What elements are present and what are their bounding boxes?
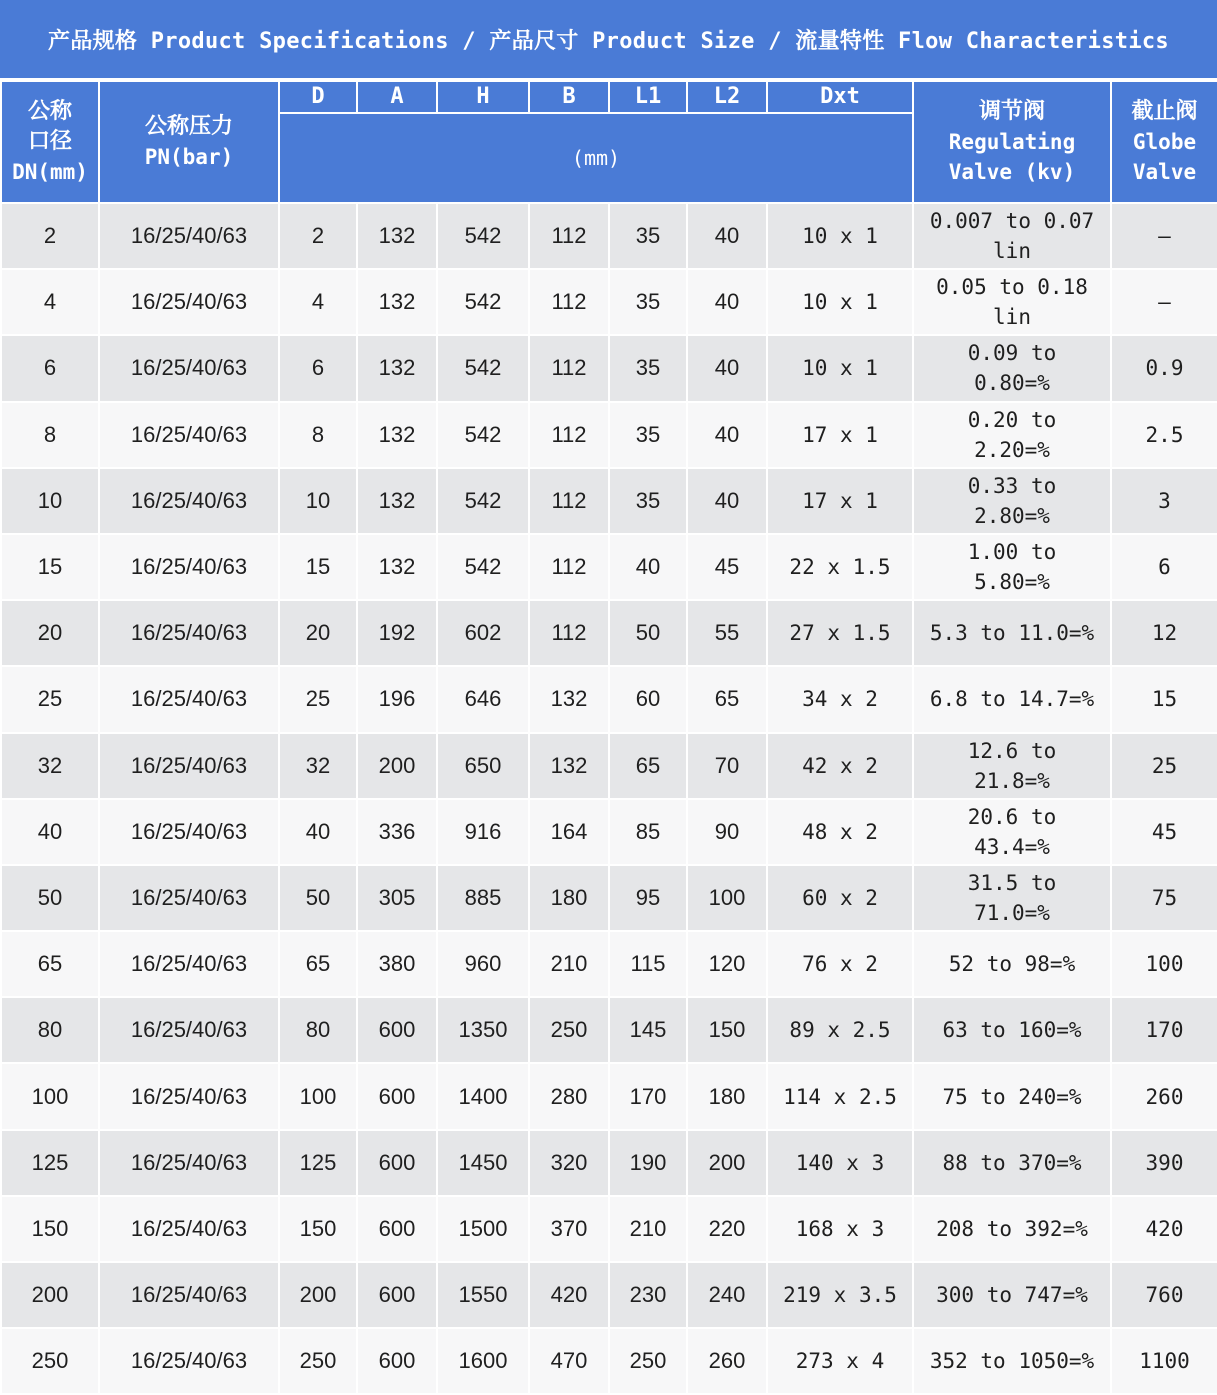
cell-dn: 10 [1, 468, 99, 534]
cell-globe: 6 [1111, 534, 1217, 600]
cell-kv-line: 5.80=% [974, 570, 1050, 595]
header-units: (mm) [279, 113, 913, 203]
cell-b: 112 [529, 402, 609, 468]
cell-h: 1450 [437, 1130, 529, 1196]
cell-globe: 45 [1111, 799, 1217, 865]
cell-dn: 150 [1, 1196, 99, 1262]
cell-kv [913, 799, 1111, 865]
cell-d: 4 [279, 269, 357, 335]
cell-l1: 250 [609, 1328, 687, 1394]
cell-pn: 16/25/40/63 [99, 799, 279, 865]
table-row [1, 468, 1217, 534]
cell-pn: 16/25/40/63 [99, 534, 279, 600]
cell-l1: 35 [609, 468, 687, 534]
cell-d: 2 [279, 203, 357, 269]
cell-a: 600 [357, 1130, 437, 1196]
cell-pn: 16/25/40/63 [99, 269, 279, 335]
cell-globe: – [1111, 269, 1217, 335]
page-title: 产品规格 Product Specifications / 产品尺寸 Product Size / 流量特性 Flow Characteristics [0, 0, 1217, 78]
header-globe-en1: Globe [1132, 130, 1197, 154]
cell-kv [913, 997, 1111, 1063]
cell-d: 25 [279, 666, 357, 732]
cell-kv [913, 1262, 1111, 1328]
cell-d: 150 [279, 1196, 357, 1262]
table-row [1, 335, 1217, 401]
cell-pn: 16/25/40/63 [99, 1130, 279, 1196]
header-globe-en2: Valve [1132, 160, 1197, 184]
cell-a: 132 [357, 534, 437, 600]
cell-kv-line: 0.007 to 0.07 [929, 209, 1095, 234]
cell-l2: 220 [687, 1196, 767, 1262]
cell-a: 600 [357, 1262, 437, 1328]
cell-l2: 40 [687, 335, 767, 401]
cell-dn: 40 [1, 799, 99, 865]
cell-a: 132 [357, 402, 437, 468]
cell-kv-line: 43.4=% [974, 834, 1050, 859]
cell-b: 250 [529, 997, 609, 1063]
cell-d: 250 [279, 1328, 357, 1394]
cell-h: 542 [437, 402, 529, 468]
cell-globe: 75 [1111, 865, 1217, 931]
cell-globe: 1100 [1111, 1328, 1217, 1394]
cell-l2: 240 [687, 1262, 767, 1328]
cell-pn: 16/25/40/63 [99, 402, 279, 468]
cell-d: 32 [279, 733, 357, 799]
table-row [1, 733, 1217, 799]
cell-l2: 180 [687, 1063, 767, 1129]
cell-l1: 65 [609, 733, 687, 799]
cell-l2: 150 [687, 997, 767, 1063]
cell-dn: 6 [1, 335, 99, 401]
cell-h: 646 [437, 666, 529, 732]
cell-h: 542 [437, 468, 529, 534]
cell-dxt: 10 x 1 [767, 335, 913, 401]
cell-dxt: 273 x 4 [767, 1328, 913, 1394]
cell-l1: 35 [609, 269, 687, 335]
cell-l2: 45 [687, 534, 767, 600]
cell-dxt: 42 x 2 [767, 733, 913, 799]
header-regulating [913, 81, 1111, 203]
cell-h: 542 [437, 534, 529, 600]
cell-l1: 40 [609, 534, 687, 600]
cell-kv-line: 0.80=% [974, 371, 1050, 396]
cell-kv-line: 71.0=% [974, 900, 1050, 925]
cell-h: 1600 [437, 1328, 529, 1394]
cell-dxt: 10 x 1 [767, 203, 913, 269]
cell-a: 600 [357, 1063, 437, 1129]
cell-kv-line: 0.05 to 0.18 [936, 275, 1088, 300]
cell-dn: 80 [1, 997, 99, 1063]
cell-pn: 16/25/40/63 [99, 931, 279, 997]
cell-l2: 260 [687, 1328, 767, 1394]
cell-kv-line: 0.09 to [967, 341, 1057, 366]
cell-h: 960 [437, 931, 529, 997]
cell-l1: 60 [609, 666, 687, 732]
cell-l2: 90 [687, 799, 767, 865]
table-row [1, 534, 1217, 600]
header-pn-cn: 公称压力 [144, 114, 233, 139]
header-l1: L1 [609, 81, 687, 113]
cell-h: 1400 [437, 1063, 529, 1129]
cell-kv-line: 2.80=% [974, 503, 1050, 528]
cell-d: 65 [279, 931, 357, 997]
cell-l2: 40 [687, 203, 767, 269]
cell-b: 112 [529, 269, 609, 335]
spec-table [0, 80, 1217, 1395]
cell-globe: 12 [1111, 600, 1217, 666]
cell-h: 542 [437, 203, 529, 269]
cell-l2: 65 [687, 666, 767, 732]
cell-dn: 50 [1, 865, 99, 931]
cell-globe: 15 [1111, 666, 1217, 732]
cell-a: 196 [357, 666, 437, 732]
header-dn-en: DN(mm) [12, 160, 88, 184]
cell-kv [913, 1130, 1111, 1196]
table-row [1, 600, 1217, 666]
cell-b: 132 [529, 733, 609, 799]
cell-pn: 16/25/40/63 [99, 865, 279, 931]
cell-pn: 16/25/40/63 [99, 666, 279, 732]
table-row [1, 666, 1217, 732]
cell-l1: 95 [609, 865, 687, 931]
spec-table-body [1, 203, 1217, 1394]
cell-dn: 8 [1, 402, 99, 468]
cell-globe: 0.9 [1111, 335, 1217, 401]
cell-a: 600 [357, 1196, 437, 1262]
cell-dn: 4 [1, 269, 99, 335]
cell-globe: 25 [1111, 733, 1217, 799]
header-dn [1, 81, 99, 203]
cell-kv-line: 88 to 370=% [942, 1150, 1082, 1175]
cell-globe: 760 [1111, 1262, 1217, 1328]
cell-kv-line: 52 to 98=% [948, 952, 1076, 977]
table-row [1, 799, 1217, 865]
cell-dn: 25 [1, 666, 99, 732]
cell-a: 600 [357, 1328, 437, 1394]
cell-dn: 20 [1, 600, 99, 666]
cell-b: 320 [529, 1130, 609, 1196]
header-globe [1111, 81, 1217, 203]
header-dn-cn1: 公称 [27, 99, 72, 124]
cell-b: 210 [529, 931, 609, 997]
cell-l1: 210 [609, 1196, 687, 1262]
cell-globe: 3 [1111, 468, 1217, 534]
cell-h: 602 [437, 600, 529, 666]
cell-dxt: 17 x 1 [767, 402, 913, 468]
cell-l1: 35 [609, 335, 687, 401]
cell-b: 132 [529, 666, 609, 732]
cell-a: 336 [357, 799, 437, 865]
cell-b: 112 [529, 335, 609, 401]
table-row [1, 1328, 1217, 1394]
cell-globe: 260 [1111, 1063, 1217, 1129]
cell-d: 125 [279, 1130, 357, 1196]
header-regulating-cn: 调节阀 [978, 99, 1045, 124]
cell-pn: 16/25/40/63 [99, 335, 279, 401]
cell-kv-line: 2.20=% [974, 437, 1050, 462]
header-regulating-en1: Regulating [948, 130, 1076, 154]
cell-d: 50 [279, 865, 357, 931]
header-a: A [357, 81, 437, 113]
cell-dn: 32 [1, 733, 99, 799]
cell-h: 1500 [437, 1196, 529, 1262]
cell-a: 132 [357, 335, 437, 401]
cell-dxt: 10 x 1 [767, 269, 913, 335]
cell-kv-line: 12.6 to [967, 738, 1057, 763]
cell-h: 542 [437, 269, 529, 335]
cell-l1: 145 [609, 997, 687, 1063]
table-row [1, 865, 1217, 931]
cell-a: 380 [357, 931, 437, 997]
cell-l2: 55 [687, 600, 767, 666]
cell-pn: 16/25/40/63 [99, 997, 279, 1063]
cell-kv [913, 600, 1111, 666]
cell-pn: 16/25/40/63 [99, 733, 279, 799]
cell-b: 470 [529, 1328, 609, 1394]
table-row [1, 203, 1217, 269]
cell-dn: 2 [1, 203, 99, 269]
cell-l1: 35 [609, 203, 687, 269]
header-regulating-en2: Valve (kv) [948, 160, 1076, 184]
cell-a: 192 [357, 600, 437, 666]
cell-d: 200 [279, 1262, 357, 1328]
cell-a: 200 [357, 733, 437, 799]
cell-l1: 115 [609, 931, 687, 997]
cell-kv [913, 534, 1111, 600]
cell-pn: 16/25/40/63 [99, 1262, 279, 1328]
cell-dxt: 17 x 1 [767, 468, 913, 534]
cell-kv-line: 352 to 1050=% [929, 1349, 1095, 1374]
cell-kv-line: 31.5 to [967, 870, 1057, 895]
cell-b: 112 [529, 534, 609, 600]
cell-h: 1550 [437, 1262, 529, 1328]
cell-l2: 40 [687, 468, 767, 534]
table-row [1, 1130, 1217, 1196]
cell-kv [913, 666, 1111, 732]
cell-dxt: 34 x 2 [767, 666, 913, 732]
header-l2: L2 [687, 81, 767, 113]
cell-a: 132 [357, 203, 437, 269]
cell-d: 20 [279, 600, 357, 666]
cell-kv-line: 21.8=% [974, 768, 1050, 793]
table-row [1, 269, 1217, 335]
cell-kv-line: 75 to 240=% [942, 1084, 1082, 1109]
cell-h: 650 [437, 733, 529, 799]
cell-kv-line: 20.6 to [967, 804, 1057, 829]
cell-l2: 200 [687, 1130, 767, 1196]
cell-pn: 16/25/40/63 [99, 1063, 279, 1129]
cell-globe: – [1111, 203, 1217, 269]
cell-dn: 100 [1, 1063, 99, 1129]
cell-d: 15 [279, 534, 357, 600]
cell-l1: 170 [609, 1063, 687, 1129]
cell-kv-line: 300 to 747=% [936, 1283, 1088, 1308]
cell-kv-line: 0.20 to [967, 407, 1057, 432]
cell-b: 370 [529, 1196, 609, 1262]
cell-dxt: 89 x 2.5 [767, 997, 913, 1063]
header-pn-en: PN(bar) [144, 145, 234, 169]
cell-b: 112 [529, 600, 609, 666]
cell-a: 600 [357, 997, 437, 1063]
cell-dn: 65 [1, 931, 99, 997]
cell-pn: 16/25/40/63 [99, 468, 279, 534]
cell-dxt: 60 x 2 [767, 865, 913, 931]
cell-dxt: 219 x 3.5 [767, 1262, 913, 1328]
cell-b: 112 [529, 468, 609, 534]
cell-l1: 35 [609, 402, 687, 468]
cell-dn: 250 [1, 1328, 99, 1394]
cell-kv [913, 269, 1111, 335]
cell-d: 6 [279, 335, 357, 401]
cell-h: 885 [437, 865, 529, 931]
cell-dxt: 22 x 1.5 [767, 534, 913, 600]
cell-l2: 40 [687, 269, 767, 335]
cell-l1: 50 [609, 600, 687, 666]
header-b: B [529, 81, 609, 113]
cell-l2: 100 [687, 865, 767, 931]
cell-kv [913, 402, 1111, 468]
cell-dn: 125 [1, 1130, 99, 1196]
cell-kv [913, 335, 1111, 401]
cell-d: 80 [279, 997, 357, 1063]
table-row [1, 931, 1217, 997]
cell-kv-line: 208 to 392=% [936, 1216, 1088, 1241]
cell-d: 100 [279, 1063, 357, 1129]
cell-pn: 16/25/40/63 [99, 1196, 279, 1262]
table-row [1, 1262, 1217, 1328]
cell-l1: 85 [609, 799, 687, 865]
cell-l1: 190 [609, 1130, 687, 1196]
cell-kv-line: 6.8 to 14.7=% [929, 687, 1095, 712]
cell-b: 420 [529, 1262, 609, 1328]
cell-l2: 120 [687, 931, 767, 997]
cell-globe: 2.5 [1111, 402, 1217, 468]
cell-kv-line: 0.33 to [967, 473, 1057, 498]
table-row [1, 402, 1217, 468]
cell-dn: 200 [1, 1262, 99, 1328]
cell-kv [913, 203, 1111, 269]
cell-h: 916 [437, 799, 529, 865]
cell-kv-line: lin [993, 305, 1031, 330]
cell-kv [913, 865, 1111, 931]
cell-dxt: 76 x 2 [767, 931, 913, 997]
cell-d: 8 [279, 402, 357, 468]
cell-kv-line: 1.00 to [967, 540, 1057, 565]
cell-kv [913, 468, 1111, 534]
cell-pn: 16/25/40/63 [99, 1328, 279, 1394]
cell-l2: 70 [687, 733, 767, 799]
cell-kv [913, 1063, 1111, 1129]
cell-l2: 40 [687, 402, 767, 468]
cell-b: 280 [529, 1063, 609, 1129]
cell-b: 164 [529, 799, 609, 865]
cell-a: 132 [357, 269, 437, 335]
cell-d: 10 [279, 468, 357, 534]
cell-h: 1350 [437, 997, 529, 1063]
cell-a: 305 [357, 865, 437, 931]
header-d: D [279, 81, 357, 113]
cell-kv-line: lin [993, 239, 1031, 264]
header-dn-cn2: 口径 [27, 129, 72, 154]
cell-h: 542 [437, 335, 529, 401]
header-pn [99, 81, 279, 203]
cell-b: 180 [529, 865, 609, 931]
cell-dxt: 140 x 3 [767, 1130, 913, 1196]
cell-pn: 16/25/40/63 [99, 600, 279, 666]
cell-kv-line: 5.3 to 11.0=% [929, 621, 1095, 646]
cell-globe: 390 [1111, 1130, 1217, 1196]
cell-globe: 420 [1111, 1196, 1217, 1262]
header-h: H [437, 81, 529, 113]
table-row [1, 1196, 1217, 1262]
cell-kv [913, 931, 1111, 997]
table-row [1, 1063, 1217, 1129]
header-dxt: Dxt [767, 81, 913, 113]
cell-kv [913, 733, 1111, 799]
cell-l1: 230 [609, 1262, 687, 1328]
cell-dxt: 27 x 1.5 [767, 600, 913, 666]
cell-globe: 100 [1111, 931, 1217, 997]
cell-dxt: 114 x 2.5 [767, 1063, 913, 1129]
cell-dxt: 48 x 2 [767, 799, 913, 865]
cell-pn: 16/25/40/63 [99, 203, 279, 269]
table-row [1, 997, 1217, 1063]
cell-b: 112 [529, 203, 609, 269]
cell-globe: 170 [1111, 997, 1217, 1063]
header-globe-cn: 截止阀 [1131, 99, 1198, 124]
cell-a: 132 [357, 468, 437, 534]
cell-dxt: 168 x 3 [767, 1196, 913, 1262]
cell-kv [913, 1196, 1111, 1262]
cell-kv [913, 1328, 1111, 1394]
cell-kv-line: 63 to 160=% [942, 1018, 1082, 1043]
cell-dn: 15 [1, 534, 99, 600]
cell-d: 40 [279, 799, 357, 865]
